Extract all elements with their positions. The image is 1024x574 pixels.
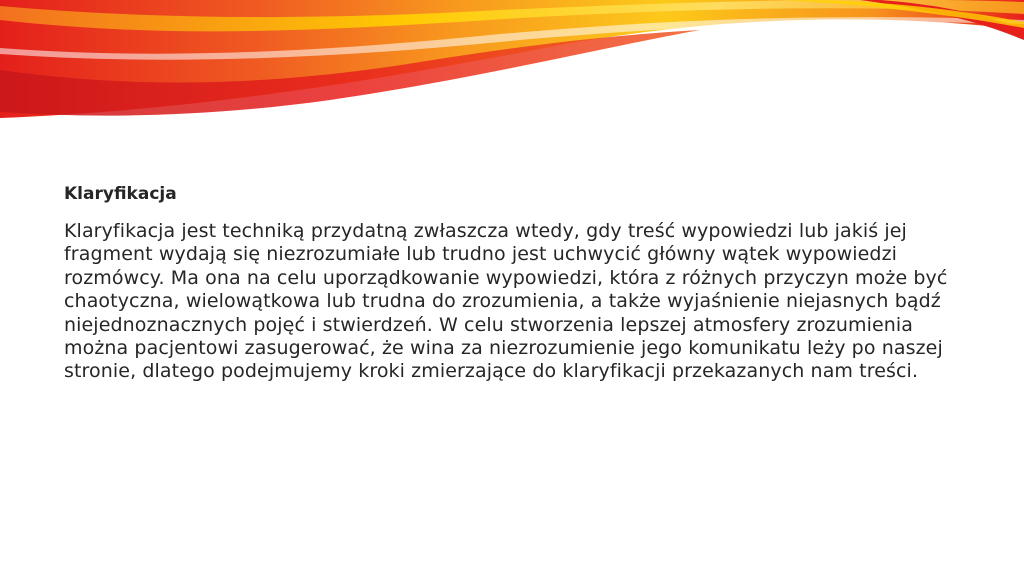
decorative-wave-banner bbox=[0, 0, 1024, 130]
slide-paragraph: Klaryfikacja jest techniką przydatną zwłaszcza wtedy, gdy treść wypowiedzi lub jakiś jej fragment wydają się niezrozumiałe lub trudno jest uchwycić główny wątek wypowiedzi rozmówcy. Ma ona na celu uporządkowanie wypowiedzi, która z różnych przyczyn może być chaotyczna, wielowątkowa lub trudna do zrozumienia, a także wyjaśnienie niejasnych bądź niejednoznacznych pojęć i stwierdzeń. W celu stworzenia lepszej atmosfery zrozumienia można pacjentowi zasugerować, że wina za niezrozumienie jego komunikatu leży po naszej stronie, dlatego podejmujemy kroki zmierzające do klaryfikacji przekazanych nam treści. bbox=[64, 220, 948, 383]
slide-heading: Klaryfikacja bbox=[64, 184, 177, 204]
slide-content bbox=[64, 182, 964, 384]
